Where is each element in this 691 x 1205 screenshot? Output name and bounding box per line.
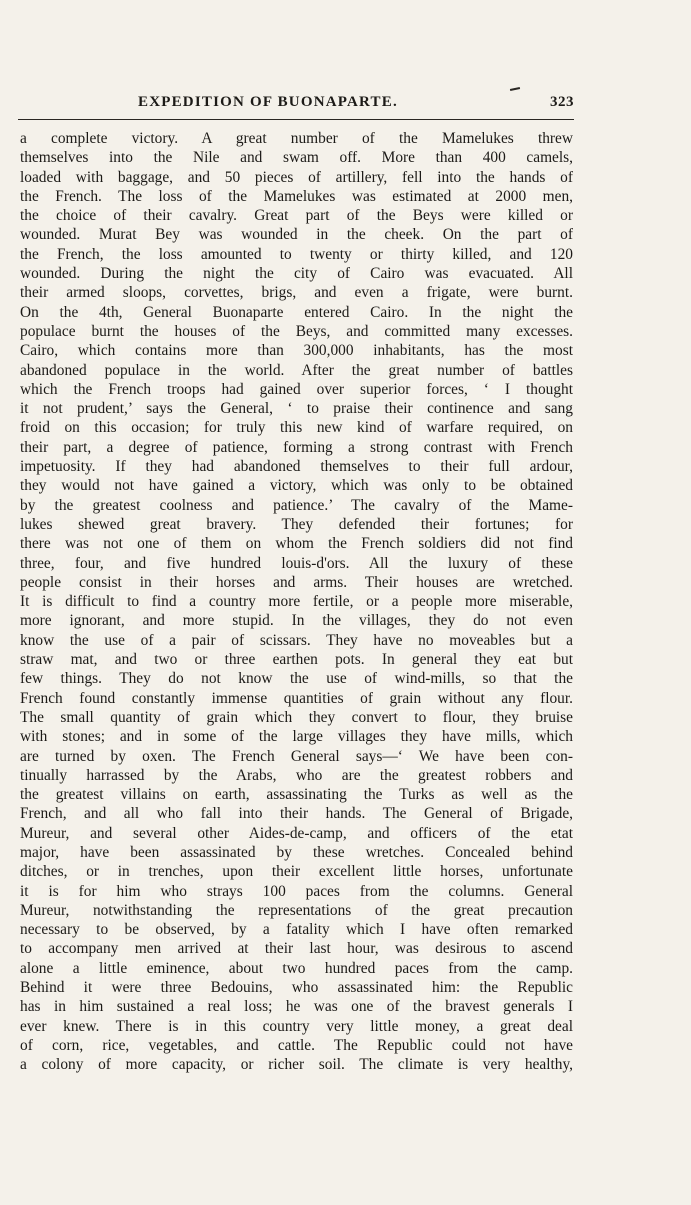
text-line: the choice of their cavalry. Great part of the Beys were killed or [20, 207, 573, 225]
text-line: the French. The loss of the Mamelukes was estimated at 2000 men, [20, 187, 573, 205]
text-line: French found constantly immense quantities of grain without any flour. [20, 689, 573, 707]
text-line: of corn, rice, vegetables, and cattle. The Republic could not have [20, 1036, 573, 1054]
text-line: Cairo, which contains more than 300,000 inhabitants, has the most [20, 342, 573, 360]
text-line: froid on this occasion; for truly this new kind of warfare required, on [20, 419, 573, 437]
text-line: few things. They do not know the use of wind-mills, so that the [20, 670, 573, 688]
text-line: impetuosity. If they had abandoned themselves to their full ardour, [20, 458, 573, 476]
text-line: a complete victory. A great number of the Mamelukes threw [20, 130, 573, 147]
text-line: lukes shewed great bravery. They defended their fortunes; for [20, 515, 573, 533]
text-line: themselves into the Nile and swam off. More than 400 camels, [20, 149, 573, 167]
text-line: abandoned populace in the world. After the great number of battles [20, 361, 573, 379]
text-line: a colony of more capacity, or richer soil. The climate is very healthy, [20, 1056, 573, 1074]
text-line: tinually harrassed by the Arabs, who are the greatest robbers and [20, 766, 573, 784]
text-line: wounded. During the night the city of Cairo was evacuated. All [20, 265, 573, 283]
text-line: there was not one of them on whom the French soldiers did not find [20, 535, 573, 553]
text-line: Mureur, notwithstanding the representations of the great precaution [20, 901, 573, 919]
text-line: populace burnt the houses of the Beys, and committed many excesses. [20, 322, 573, 340]
text-line: know the use of a pair of scissars. They have no moveables but a [20, 631, 573, 649]
text-line: Mureur, and several other Aides-de-camp, and officers of the etat [20, 824, 573, 842]
text-line: It is difficult to find a country more fertile, or a people more miserable, [20, 593, 573, 611]
text-line: which the French troops had gained over superior forces, ‘ I thought [20, 380, 573, 398]
body-text [20, 129, 573, 1075]
text-line: necessary to be observed, by a fatality which I have often remarked [20, 921, 573, 939]
text-line: the greatest villains on earth, assassinating the Turks as well as the [20, 786, 573, 804]
text-line: to accompany men arrived at their last hour, was desirous to ascend [20, 940, 573, 958]
text-line: more ignorant, and more stupid. In the villages, they do not even [20, 612, 573, 630]
text-line: The small quantity of grain which they convert to flour, they bruise [20, 708, 573, 726]
text-line: alone a little eminence, about two hundred paces from the camp. [20, 959, 573, 977]
page-number: 323 [550, 94, 574, 110]
text-line: major, have been assassinated by these wretches. Concealed behind [20, 843, 573, 861]
text-line: their armed sloops, corvettes, brigs, and even a frigate, were burnt. [20, 284, 573, 302]
text-line: loaded with baggage, and 50 pieces of artillery, fell into the hands of [20, 168, 573, 186]
text-line: ever knew. There is in this country very little money, a great deal [20, 1017, 573, 1035]
running-head: EXPEDITION OF BUONAPARTE. [138, 94, 398, 110]
text-line: their part, a degree of patience, forming a strong contrast with French [20, 438, 573, 456]
text-line: the French, the loss amounted to twenty or thirty killed, and 120 [20, 245, 573, 263]
text-line: has in him sustained a real loss; he was one of the bravest generals I [20, 998, 573, 1016]
text-line: people consist in their horses and arms. Their houses are wretched. [20, 573, 573, 591]
text-line: with stones; and in some of the large villages they have mills, which [20, 728, 573, 746]
text-line: three, four, and five hundred louis-d'ors. All the luxury of these [20, 554, 573, 572]
text-line: are turned by oxen. The French General says—‘ We have been con- [20, 747, 573, 765]
text-line: Behind it were three Bedouins, who assassinated him: the Republic [20, 979, 573, 997]
header-rule [18, 119, 574, 120]
text-line: wounded. Murat Bey was wounded in the cheek. On the part of [20, 226, 573, 244]
text-line: ditches, or in trenches, upon their excellent little horses, unfortunate [20, 863, 573, 881]
text-line: by the greatest coolness and patience.’ The cavalry of the Mame- [20, 496, 573, 514]
page-header [20, 94, 574, 118]
text-line: French, and all who fall into their hands. The General of Brigade, [20, 805, 573, 823]
text-line: straw mat, and two or three earthen pots. In general they eat but [20, 651, 573, 669]
text-line: it is for him who strays 100 paces from the columns. General [20, 882, 573, 900]
text-line: they would not have gained a victory, which was only to be obtained [20, 477, 573, 495]
text-line: On the 4th, General Buonaparte entered Cairo. In the night the [20, 303, 573, 321]
text-line: it not prudent,’ says the General, ‘ to praise their continence and sang [20, 400, 573, 418]
ink-mark [510, 87, 520, 91]
